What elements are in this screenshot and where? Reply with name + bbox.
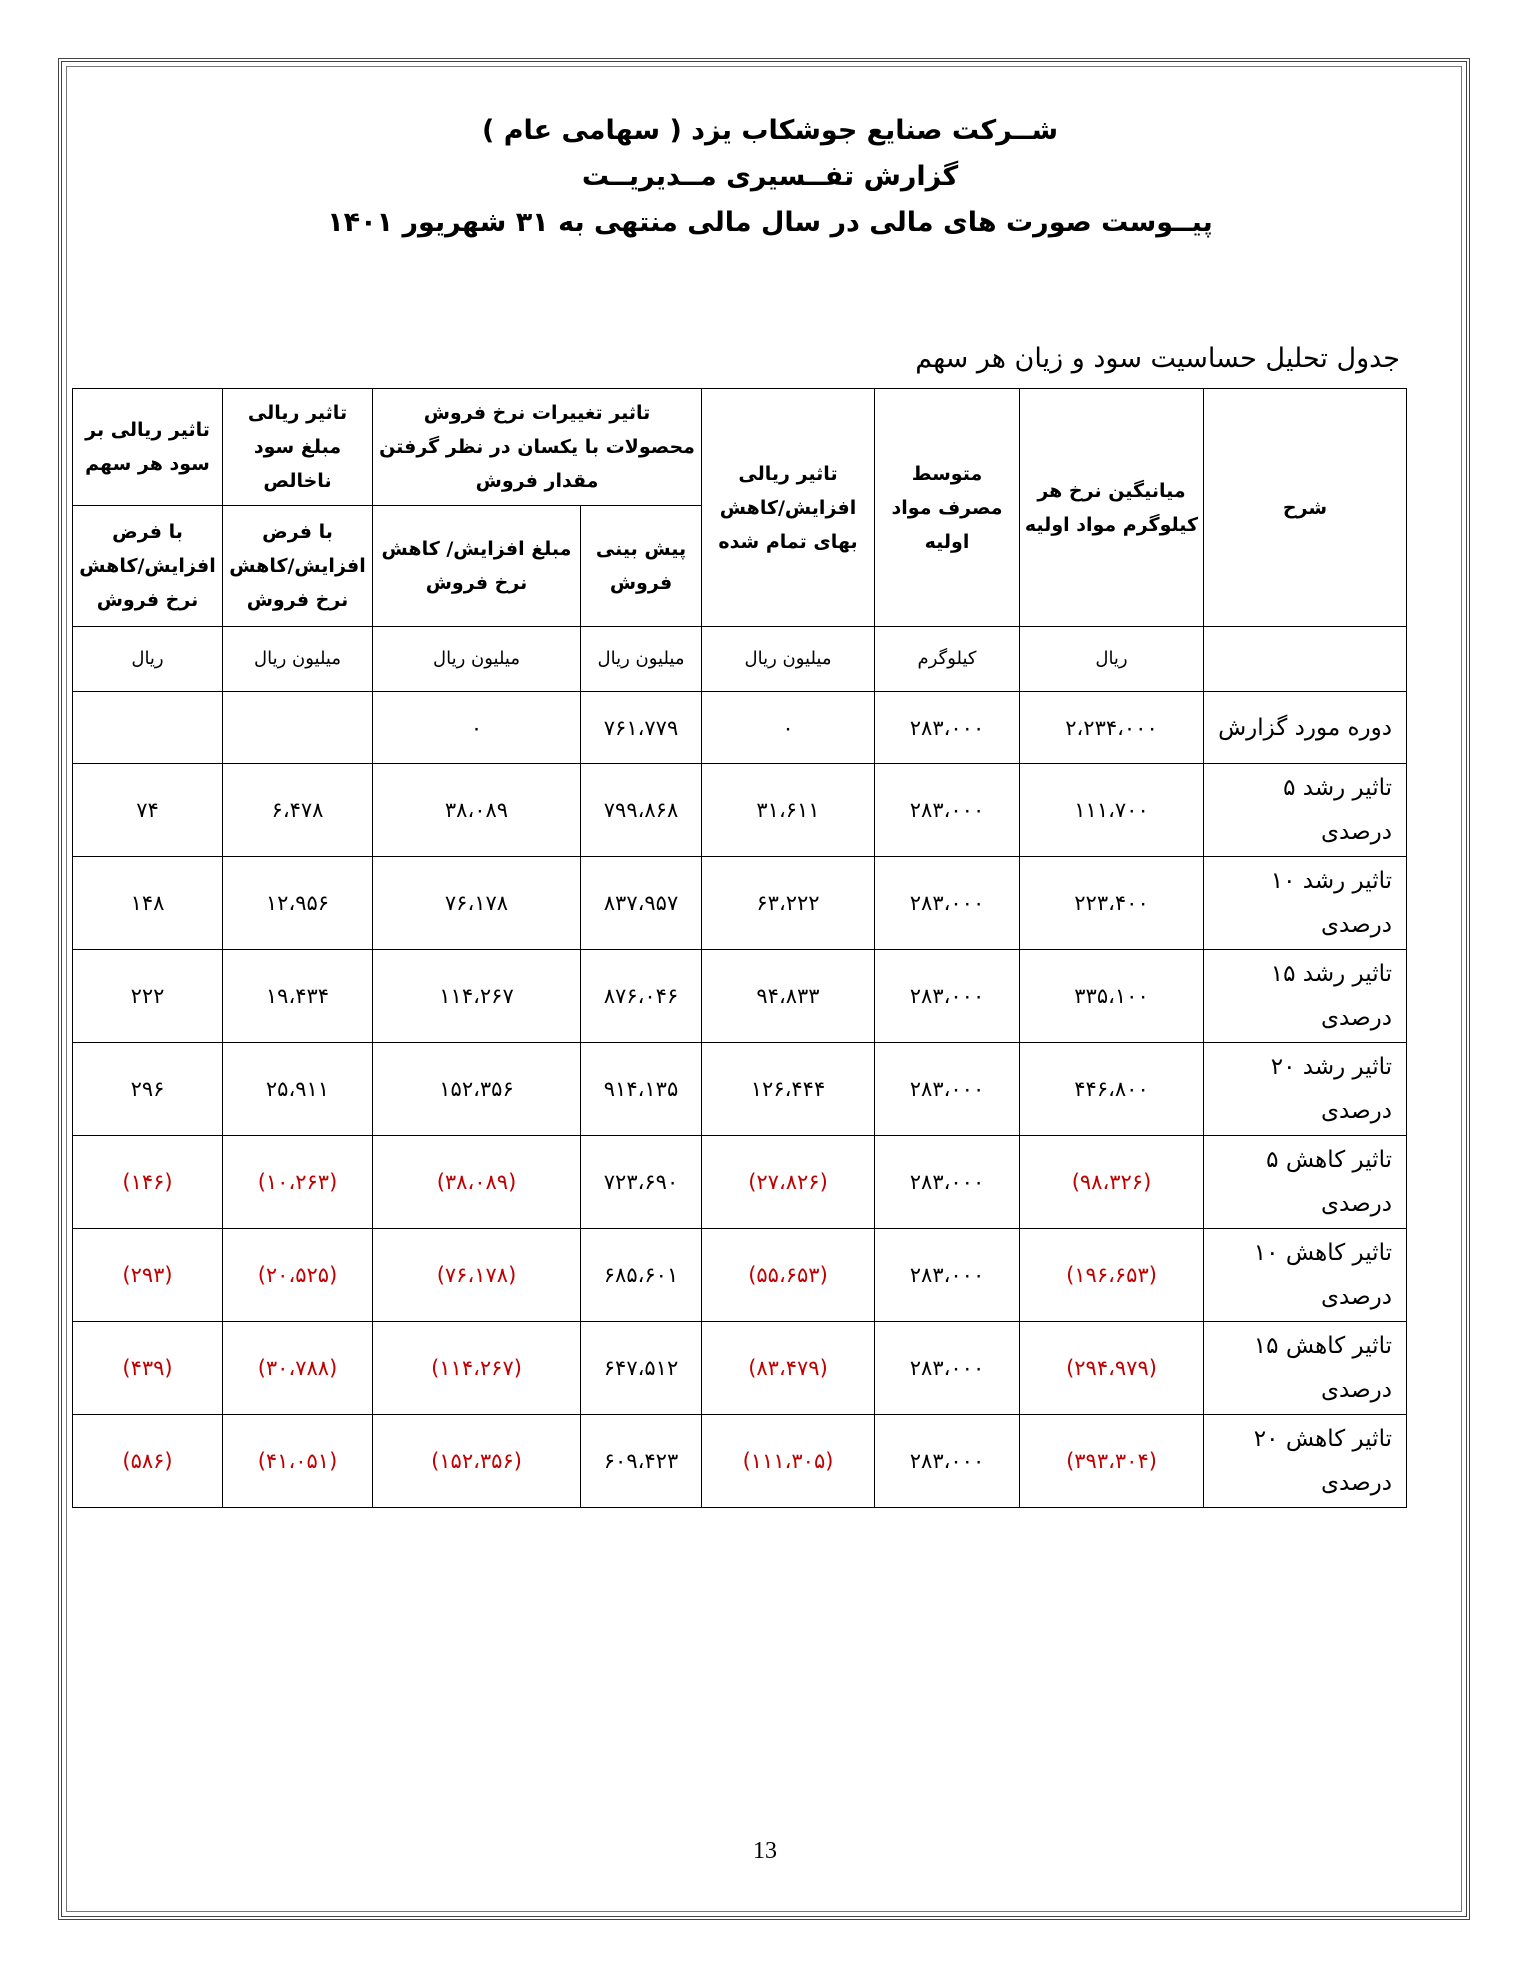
cell-avg-consumption: ۲۸۳،۰۰۰ <box>875 1043 1020 1136</box>
row-label: تاثیر رشد ۲۰ درصدی <box>1204 1043 1407 1136</box>
row-label: تاثیر رشد ۵ درصدی <box>1204 764 1407 857</box>
cell-gross-profit-effect: (۲۰،۵۲۵) <box>223 1229 373 1322</box>
cell-avg-price: (۳۹۳،۳۰۴) <box>1020 1415 1204 1508</box>
table-row <box>73 950 1407 1043</box>
cell-eps-effect: (۴۳۹) <box>73 1322 223 1415</box>
cell-avg-consumption: ۲۸۳،۰۰۰ <box>875 692 1020 764</box>
report-subtitle: پیــوست صورت های مالی در سال مالی منتهی به ۳۱ شهریور ۱۴۰۱ <box>327 207 1213 238</box>
table-title: جدول تحلیل حساسیت سود و زیان هر سهم <box>915 343 1400 374</box>
cell-cost-effect: (۸۳،۴۷۹) <box>702 1322 875 1415</box>
cell-avg-consumption: ۲۸۳،۰۰۰ <box>875 1136 1020 1229</box>
col-header-cost-effect: تاثیر ریالی افزایش/کاهش بهای تمام شده <box>702 389 875 627</box>
table-row <box>73 1043 1407 1136</box>
col-header-gross-profit-effect: تاثیر ریالی مبلغ سود ناخالص <box>223 389 373 506</box>
cell-eps-effect: ۱۴۸ <box>73 857 223 950</box>
table-body <box>73 692 1407 1508</box>
cell-sales-change-amount: (۷۶،۱۷۸) <box>373 1229 581 1322</box>
col-header-avg-consumption: متوسط مصرف مواد اولیه <box>875 389 1020 627</box>
col-header-eps-sub: با فرض افزایش/کاهش نرخ فروش <box>73 506 223 627</box>
cell-eps-effect <box>73 692 223 764</box>
unit-gross-profit-effect: میلیون ریال <box>223 627 373 692</box>
table-row <box>73 692 1407 764</box>
table-row <box>73 1322 1407 1415</box>
cell-gross-profit-effect: ۱۹،۴۳۴ <box>223 950 373 1043</box>
cell-sales-change-amount: (۱۵۲،۳۵۶) <box>373 1415 581 1508</box>
cell-gross-profit-effect: (۳۰،۷۸۸) <box>223 1322 373 1415</box>
unit-eps-effect: ریال <box>73 627 223 692</box>
cell-avg-price: (۱۹۶،۶۵۳) <box>1020 1229 1204 1322</box>
cell-cost-effect: (۲۷،۸۲۶) <box>702 1136 875 1229</box>
col-header-sharh: شرح <box>1204 389 1407 627</box>
cell-avg-price: ۲،۲۳۴،۰۰۰ <box>1020 692 1204 764</box>
row-label: تاثیر کاهش ۲۰ درصدی <box>1204 1415 1407 1508</box>
cell-gross-profit-effect: ۲۵،۹۱۱ <box>223 1043 373 1136</box>
unit-cost-effect: میلیون ریال <box>702 627 875 692</box>
table-row <box>73 1415 1407 1508</box>
cell-sales-forecast: ۷۶۱،۷۷۹ <box>581 692 702 764</box>
cell-sales-forecast: ۸۳۷،۹۵۷ <box>581 857 702 950</box>
cell-eps-effect: (۵۸۶) <box>73 1415 223 1508</box>
cell-avg-consumption: ۲۸۳،۰۰۰ <box>875 1229 1020 1322</box>
row-label: تاثیر کاهش ۱۰ درصدی <box>1204 1229 1407 1322</box>
col-header-sales-forecast: پیش بینی فروش <box>581 506 702 627</box>
cell-sales-forecast: ۶۸۵،۶۰۱ <box>581 1229 702 1322</box>
cell-cost-effect: ۶۳،۲۲۲ <box>702 857 875 950</box>
sensitivity-table <box>72 388 1407 1508</box>
cell-cost-effect: (۱۱۱،۳۰۵) <box>702 1415 875 1508</box>
row-label: تاثیر رشد ۱۰ درصدی <box>1204 857 1407 950</box>
cell-gross-profit-effect <box>223 692 373 764</box>
cell-cost-effect: ۹۴،۸۳۳ <box>702 950 875 1043</box>
company-name: شــرکت صنایع جوشکاب یزد ( سهامی عام ) <box>481 115 1059 146</box>
cell-gross-profit-effect: (۴۱،۰۵۱) <box>223 1415 373 1508</box>
cell-avg-consumption: ۲۸۳،۰۰۰ <box>875 1322 1020 1415</box>
page-number: 13 <box>753 1838 777 1864</box>
cell-avg-price: (۹۸،۳۲۶) <box>1020 1136 1204 1229</box>
cell-eps-effect: (۲۹۳) <box>73 1229 223 1322</box>
cell-avg-consumption: ۲۸۳،۰۰۰ <box>875 857 1020 950</box>
unit-sharh <box>1204 627 1407 692</box>
unit-sales-forecast: میلیون ریال <box>581 627 702 692</box>
row-label: دوره مورد گزارش <box>1204 692 1407 764</box>
cell-sales-forecast: ۶۰۹،۴۲۳ <box>581 1415 702 1508</box>
report-header <box>120 108 1420 246</box>
col-header-avg-price: میانیگین نرخ هر کیلوگرم مواد اولیه <box>1020 389 1204 627</box>
cell-avg-price: ۱۱۱،۷۰۰ <box>1020 764 1204 857</box>
row-label: تاثیر کاهش ۵ درصدی <box>1204 1136 1407 1229</box>
col-header-sales-change-group: تاثیر تغییرات نرخ فروش محصولات با یکسان در نظر گرفتن مقدار فروش <box>373 389 702 506</box>
cell-cost-effect: ۰ <box>702 692 875 764</box>
unit-avg-price: ریال <box>1020 627 1204 692</box>
cell-cost-effect: (۵۵،۶۵۳) <box>702 1229 875 1322</box>
cell-sales-change-amount: (۳۸،۰۸۹) <box>373 1136 581 1229</box>
cell-sales-change-amount: ۰ <box>373 692 581 764</box>
cell-avg-consumption: ۲۸۳،۰۰۰ <box>875 764 1020 857</box>
cell-cost-effect: ۳۱،۶۱۱ <box>702 764 875 857</box>
cell-gross-profit-effect: ۶،۴۷۸ <box>223 764 373 857</box>
cell-sales-change-amount: (۱۱۴،۲۶۷) <box>373 1322 581 1415</box>
cell-avg-price: ۳۳۵،۱۰۰ <box>1020 950 1204 1043</box>
cell-sales-change-amount: ۳۸،۰۸۹ <box>373 764 581 857</box>
col-header-gross-profit-sub: با فرض افزایش/کاهش نرخ فروش <box>223 506 373 627</box>
cell-sales-change-amount: ۱۵۲،۳۵۶ <box>373 1043 581 1136</box>
cell-sales-change-amount: ۷۶،۱۷۸ <box>373 857 581 950</box>
cell-avg-price: ۲۲۳،۴۰۰ <box>1020 857 1204 950</box>
row-label: تاثیر کاهش ۱۵ درصدی <box>1204 1322 1407 1415</box>
table-row <box>73 857 1407 950</box>
cell-eps-effect: ۲۲۲ <box>73 950 223 1043</box>
cell-eps-effect: (۱۴۶) <box>73 1136 223 1229</box>
col-header-eps-effect: تاثیر ریالی بر سود هر سهم <box>73 389 223 506</box>
cell-sales-forecast: ۷۹۹،۸۶۸ <box>581 764 702 857</box>
cell-gross-profit-effect: ۱۲،۹۵۶ <box>223 857 373 950</box>
cell-avg-consumption: ۲۸۳،۰۰۰ <box>875 950 1020 1043</box>
cell-eps-effect: ۲۹۶ <box>73 1043 223 1136</box>
cell-avg-consumption: ۲۸۳،۰۰۰ <box>875 1415 1020 1508</box>
row-label: تاثیر رشد ۱۵ درصدی <box>1204 950 1407 1043</box>
table-row <box>73 1136 1407 1229</box>
cell-sales-forecast: ۷۲۳،۶۹۰ <box>581 1136 702 1229</box>
table-row <box>73 1229 1407 1322</box>
cell-eps-effect: ۷۴ <box>73 764 223 857</box>
unit-sales-change-amount: میلیون ریال <box>373 627 581 692</box>
cell-avg-price: ۴۴۶،۸۰۰ <box>1020 1043 1204 1136</box>
col-header-sales-change-amount: مبلغ افزایش/ کاهش نرخ فروش <box>373 506 581 627</box>
cell-cost-effect: ۱۲۶،۴۴۴ <box>702 1043 875 1136</box>
cell-gross-profit-effect: (۱۰،۲۶۳) <box>223 1136 373 1229</box>
cell-sales-forecast: ۸۷۶،۰۴۶ <box>581 950 702 1043</box>
cell-sales-forecast: ۹۱۴،۱۳۵ <box>581 1043 702 1136</box>
unit-avg-consumption: کیلوگرم <box>875 627 1020 692</box>
cell-avg-price: (۲۹۴،۹۷۹) <box>1020 1322 1204 1415</box>
cell-sales-change-amount: ۱۱۴،۲۶۷ <box>373 950 581 1043</box>
cell-sales-forecast: ۶۴۷،۵۱۲ <box>581 1322 702 1415</box>
report-title: گزارش تفــسیری مــدیریــت <box>581 161 959 192</box>
table-row <box>73 764 1407 857</box>
